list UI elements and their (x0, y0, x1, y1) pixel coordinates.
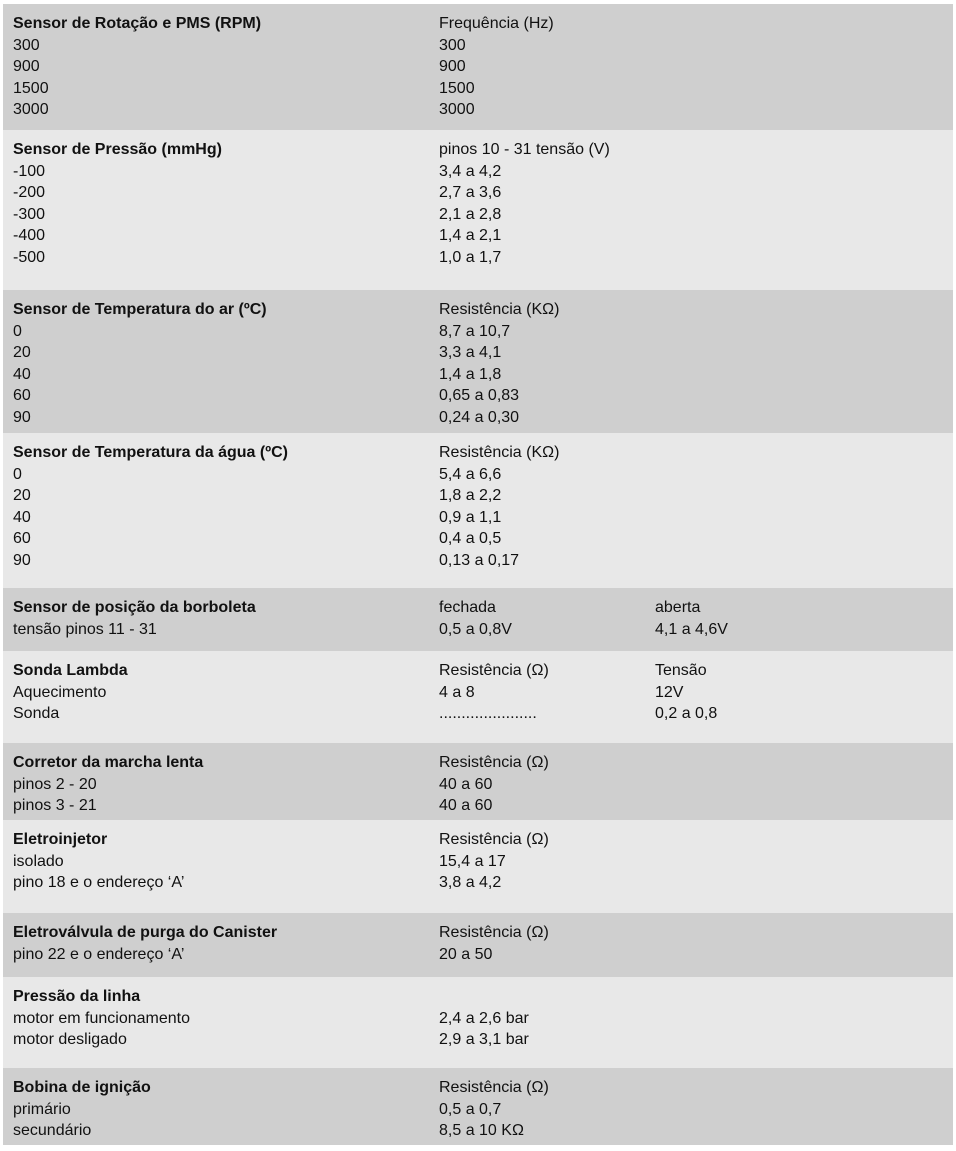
section-header-row (3, 139, 953, 161)
section-block (3, 290, 953, 433)
value-column-1: 2,7 a 3,6 (439, 184, 502, 202)
section-title: Corretor da marcha lenta (13, 754, 204, 771)
value-column-1: 8,7 a 10,7 (439, 322, 511, 340)
value-column-1: Resistência (Ω) (439, 1079, 549, 1096)
value-column-2: 12V (655, 683, 684, 701)
parameter-label: 90 (13, 408, 31, 426)
section-title: Sensor de Temperatura da água (ºC) (13, 444, 288, 461)
parameter-label: pinos 2 - 20 (13, 775, 97, 793)
parameter-label: 900 (13, 58, 40, 76)
value-column-2: 4,1 a 4,6V (655, 620, 728, 638)
table-row (3, 385, 953, 407)
value-column-1: 0,65 a 0,83 (439, 387, 520, 405)
value-column-1: 2,4 a 2,6 bar (439, 1009, 529, 1027)
value-column-1: 3,3 a 4,1 (439, 344, 502, 362)
section-header-row (3, 13, 953, 35)
value-column-1: 0,9 a 1,1 (439, 508, 502, 526)
value-column-1: 8,5 a 10 KΩ (439, 1122, 524, 1140)
value-column-1: Frequência (Hz) (439, 15, 554, 32)
value-column-1: fechada (439, 599, 496, 616)
section-header-row (3, 660, 953, 682)
table-row (3, 204, 953, 226)
section-block (3, 588, 953, 651)
table-row (3, 1029, 953, 1051)
table-row (3, 247, 953, 269)
table-row (3, 507, 953, 529)
parameter-label: 90 (13, 551, 31, 569)
value-column-1: 1,4 a 2,1 (439, 227, 502, 245)
parameter-label: primário (13, 1100, 71, 1118)
section-block (3, 743, 953, 820)
parameter-label: pinos 3 - 21 (13, 797, 97, 815)
value-column-1: Resistência (Ω) (439, 924, 549, 941)
section-title: Pressão da linha (13, 988, 141, 1005)
section-title: Bobina de ignição (13, 1079, 151, 1096)
value-column-1: 0,13 a 0,17 (439, 551, 520, 569)
table-row (3, 485, 953, 507)
table-row (3, 161, 953, 183)
parameter-label: -100 (13, 162, 46, 180)
table-row (3, 182, 953, 204)
value-column-1: 0,4 a 0,5 (439, 530, 502, 548)
parameter-label: 3000 (13, 101, 49, 119)
parameter-label: Sonda (13, 705, 60, 723)
parameter-label: -200 (13, 184, 46, 202)
value-column-1: 1,8 a 2,2 (439, 487, 502, 505)
value-column-1: Resistência (KΩ) (439, 301, 560, 318)
section-header-row (3, 597, 953, 619)
section-block (3, 433, 953, 588)
parameter-label: 60 (13, 387, 31, 405)
value-column-2: 0,2 a 0,8 (655, 705, 718, 723)
value-column-1: 0,5 a 0,7 (439, 1100, 502, 1118)
section-block (3, 651, 953, 743)
value-column-1: 40 a 60 (439, 797, 493, 815)
value-column-1: 3000 (439, 101, 475, 119)
table-row (3, 1008, 953, 1030)
section-title: Sensor de Rotação e PMS (RPM) (13, 15, 262, 32)
parameter-label: motor desligado (13, 1031, 127, 1049)
section-block (3, 130, 953, 290)
value-column-1: 5,4 a 6,6 (439, 465, 502, 483)
parameter-label: pino 18 e o endereço ‘A’ (13, 874, 185, 892)
parameter-label: 40 (13, 508, 31, 526)
value-column-1: ...................... (439, 705, 537, 723)
table-row (3, 225, 953, 247)
section-header-row (3, 299, 953, 321)
table-row (3, 872, 953, 894)
table-row (3, 1120, 953, 1142)
parameter-label: -300 (13, 205, 46, 223)
value-column-1: Resistência (Ω) (439, 662, 549, 679)
value-column-1: Resistência (Ω) (439, 831, 549, 848)
value-column-1: 3,4 a 4,2 (439, 162, 502, 180)
parameter-label: 300 (13, 36, 40, 54)
parameter-label: 1500 (13, 79, 49, 97)
section-header-row (3, 442, 953, 464)
table-row (3, 407, 953, 429)
parameter-label: 0 (13, 322, 22, 340)
section-block (3, 820, 953, 913)
section-block (3, 977, 953, 1068)
section-title: Sonda Lambda (13, 662, 128, 679)
table-row (3, 703, 953, 725)
table-row (3, 528, 953, 550)
table-row (3, 550, 953, 572)
section-title: Sensor de Pressão (mmHg) (13, 141, 222, 158)
parameter-label: motor em funcionamento (13, 1009, 190, 1027)
value-column-1: Resistência (Ω) (439, 754, 549, 771)
parameter-label: -400 (13, 227, 46, 245)
section-header-row (3, 922, 953, 944)
value-column-1: 4 a 8 (439, 683, 475, 701)
value-column-1: Resistência (KΩ) (439, 444, 560, 461)
table-row (3, 35, 953, 57)
section-block (3, 913, 953, 977)
table-row (3, 99, 953, 121)
value-column-1: 900 (439, 58, 466, 76)
section-block (3, 1068, 953, 1145)
table-row (3, 1099, 953, 1121)
table-row (3, 364, 953, 386)
value-column-1: 3,8 a 4,2 (439, 874, 502, 892)
section-title: Eletroinjetor (13, 831, 108, 848)
parameter-label: -500 (13, 248, 46, 266)
table-row (3, 78, 953, 100)
table-row (3, 795, 953, 817)
table-row (3, 619, 953, 641)
section-title: Sensor de Temperatura do ar (ºC) (13, 301, 267, 318)
section-header-row (3, 1077, 953, 1099)
section-header-row (3, 829, 953, 851)
section-title: Eletroválvula de purga do Canister (13, 924, 278, 941)
table-row (3, 321, 953, 343)
value-column-1: 1,4 a 1,8 (439, 365, 502, 383)
value-column-1: 0,5 a 0,8V (439, 620, 512, 638)
value-column-1: 40 a 60 (439, 775, 493, 793)
parameter-label: pino 22 e o endereço ‘A’ (13, 945, 185, 963)
table-row (3, 342, 953, 364)
value-column-1: 15,4 a 17 (439, 852, 506, 870)
sensor-spec-table (3, 4, 953, 1145)
table-row (3, 682, 953, 704)
value-column-1: 2,1 a 2,8 (439, 205, 502, 223)
section-title: Sensor de posição da borboleta (13, 599, 256, 616)
section-header-row (3, 986, 953, 1008)
value-column-2: Tensão (655, 662, 707, 679)
value-column-1: pinos 10 - 31 tensão (V) (439, 141, 610, 158)
parameter-label: 60 (13, 530, 31, 548)
value-column-1: 2,9 a 3,1 bar (439, 1031, 529, 1049)
value-column-1: 20 a 50 (439, 945, 493, 963)
table-row (3, 774, 953, 796)
value-column-1: 1500 (439, 79, 475, 97)
parameter-label: isolado (13, 852, 64, 870)
table-row (3, 464, 953, 486)
parameter-label: Aquecimento (13, 683, 107, 701)
parameter-label: tensão pinos 11 - 31 (13, 620, 157, 638)
parameter-label: 20 (13, 487, 31, 505)
parameter-label: secundário (13, 1122, 92, 1140)
value-column-1: 300 (439, 36, 466, 54)
table-row (3, 944, 953, 966)
value-column-2: aberta (655, 599, 701, 616)
section-header-row (3, 752, 953, 774)
value-column-1: 1,0 a 1,7 (439, 248, 502, 266)
section-block (3, 4, 953, 130)
parameter-label: 40 (13, 365, 31, 383)
value-column-1: 0,24 a 0,30 (439, 408, 520, 426)
table-row (3, 56, 953, 78)
parameter-label: 20 (13, 344, 31, 362)
parameter-label: 0 (13, 465, 22, 483)
table-row (3, 851, 953, 873)
